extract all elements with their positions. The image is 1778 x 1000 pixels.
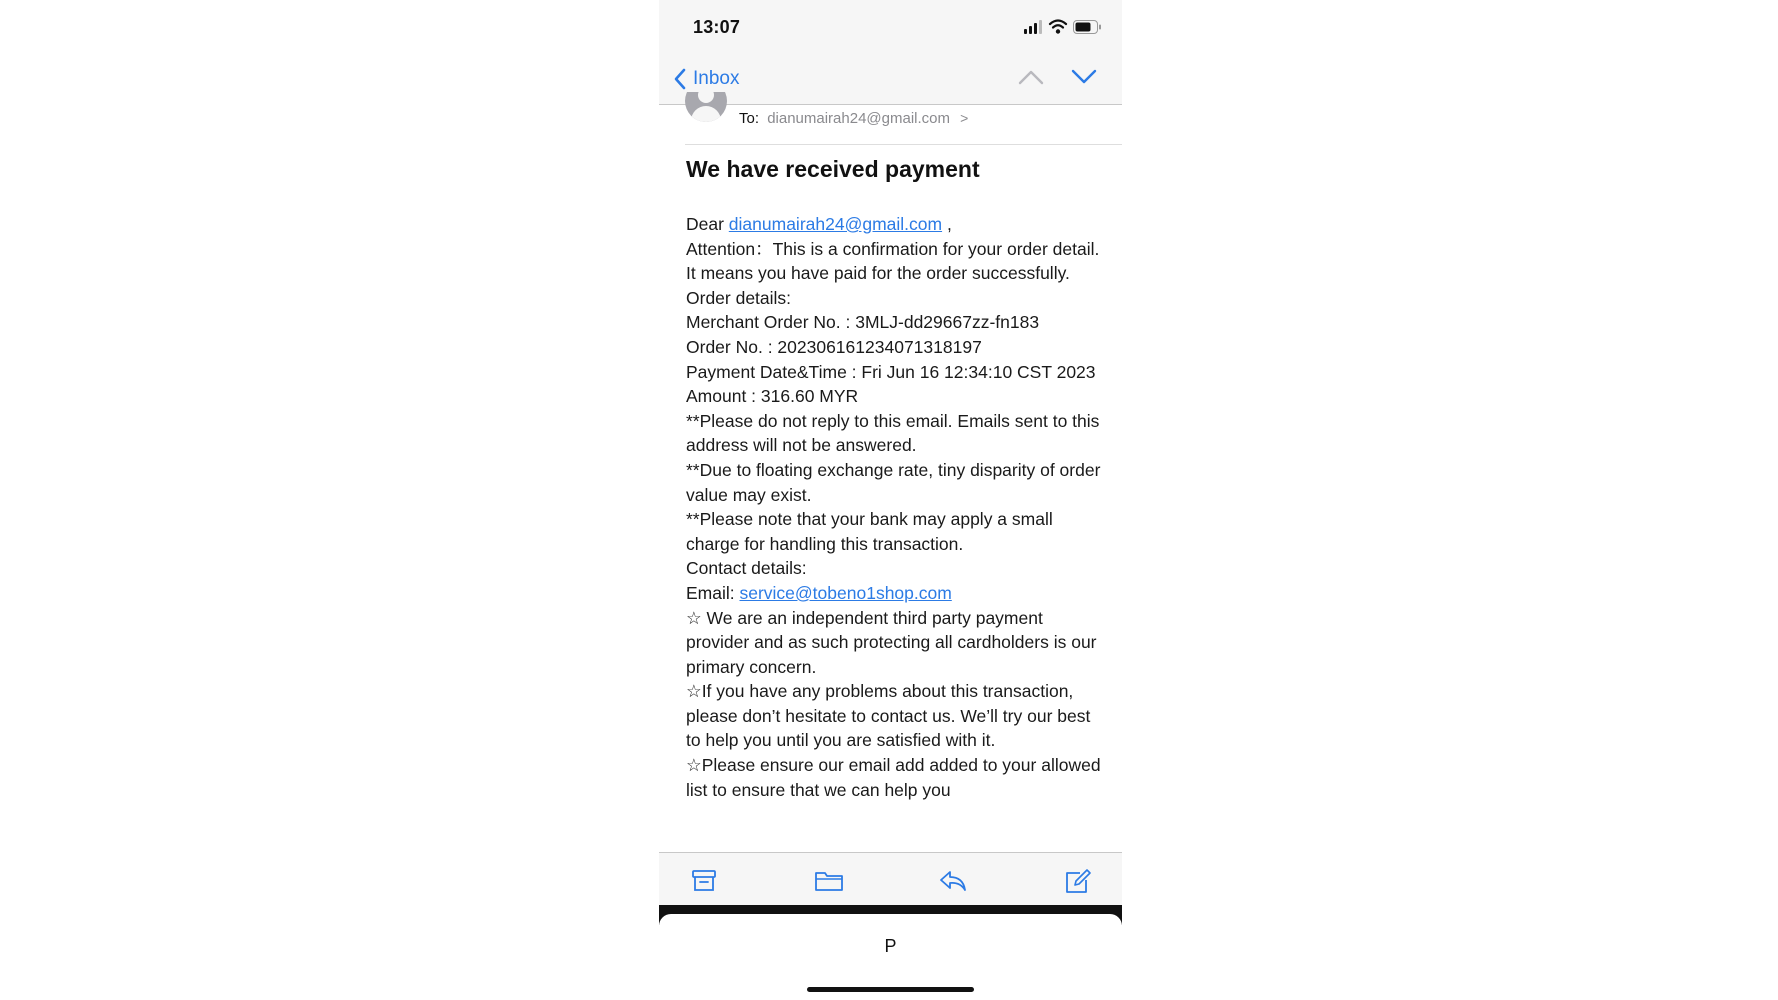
bottom-toolbar [659,852,1122,909]
email-subject: We have received payment [686,156,980,182]
compose-button[interactable] [1064,869,1092,900]
greeting-suffix: , [942,214,952,234]
status-time: 13:07 [693,17,741,37]
star-note-provider: ☆ We are an independent third party payment provider and as such protecting all cardholders is our primary concern. [686,607,1097,677]
reply-icon [938,869,968,893]
contact-email-link[interactable]: service@tobeno1shop.com [739,582,952,603]
move-to-folder-button[interactable] [814,869,844,898]
reply-button[interactable] [938,869,968,898]
chevron-up-icon [1017,68,1045,86]
recipient-line[interactable] [739,110,968,127]
merchant-order-number: Merchant Order No. : 3MLJ-dd29667zz-fn183 [686,312,1040,333]
to-value: dianumairah24@gmail.com [767,110,950,127]
email-body [686,212,1106,802]
previous-message-button[interactable] [1017,68,1045,91]
order-details-heading: Order details: [686,287,792,308]
greeting-line [686,212,1106,237]
attention-text: Attention：This is a confirmation for your order detail. It means you have paid for the order successfully. [686,238,1100,284]
recipient-email-link[interactable]: dianumairah24@gmail.com [728,214,943,234]
archive-icon [691,869,717,893]
back-to-inbox-button[interactable] [673,66,739,92]
chevron-down-icon [1070,68,1098,86]
star-note-allowlist: ☆Please ensure our email add added to your allowed list to ensure that we can help you [686,755,1101,800]
wifi-icon [1050,21,1066,34]
note-exchange-rate: **Due to floating exchange rate, tiny disparity of order value may exist. [686,459,1101,505]
home-indicator[interactable] [807,987,974,992]
next-message-button[interactable] [1070,68,1098,91]
compose-icon [1064,869,1092,895]
note-no-reply: **Please do not reply to this email. Emails sent to this address will not be answered. [686,410,1100,456]
chevron-left-icon [673,67,687,91]
greeting-prefix: Dear [686,214,729,234]
contact-email-line [686,581,1106,606]
note-bank-charge: **Please note that your bank may apply a small charge for handling this transaction. [686,509,1053,554]
header-divider [685,144,1122,145]
status-icons [1024,19,1102,35]
contact-heading: Contact details: [686,558,807,579]
status-bar [659,0,1122,52]
amount: Amount : 316.60 MYR [686,386,859,407]
battery-icon [1074,21,1102,34]
to-label: To: [739,110,760,127]
archive-button[interactable] [691,869,717,898]
payment-datetime: Payment Date&Time : Fri Jun 16 12:34:10 CST 2023 [686,361,1096,382]
avatar [685,92,727,122]
sender-header [659,92,1122,144]
signal-icon [1024,20,1042,34]
sheet-letter: P [884,936,897,956]
back-label: Inbox [693,68,740,89]
chevron-right-icon: > [960,110,969,126]
contact-email-prefix: Email: [686,582,740,603]
order-number: Order No. : 20230616123407131819​7 [686,336,982,357]
folder-icon [814,869,844,893]
star-note-problems: ☆If you have any problems about this transaction, please don’t hesitate to contact us. We’ll try our best to help you until you are satisfied with it. [686,681,1091,751]
bottom-sheet [659,914,1122,1000]
phone-screen [659,0,1122,1000]
